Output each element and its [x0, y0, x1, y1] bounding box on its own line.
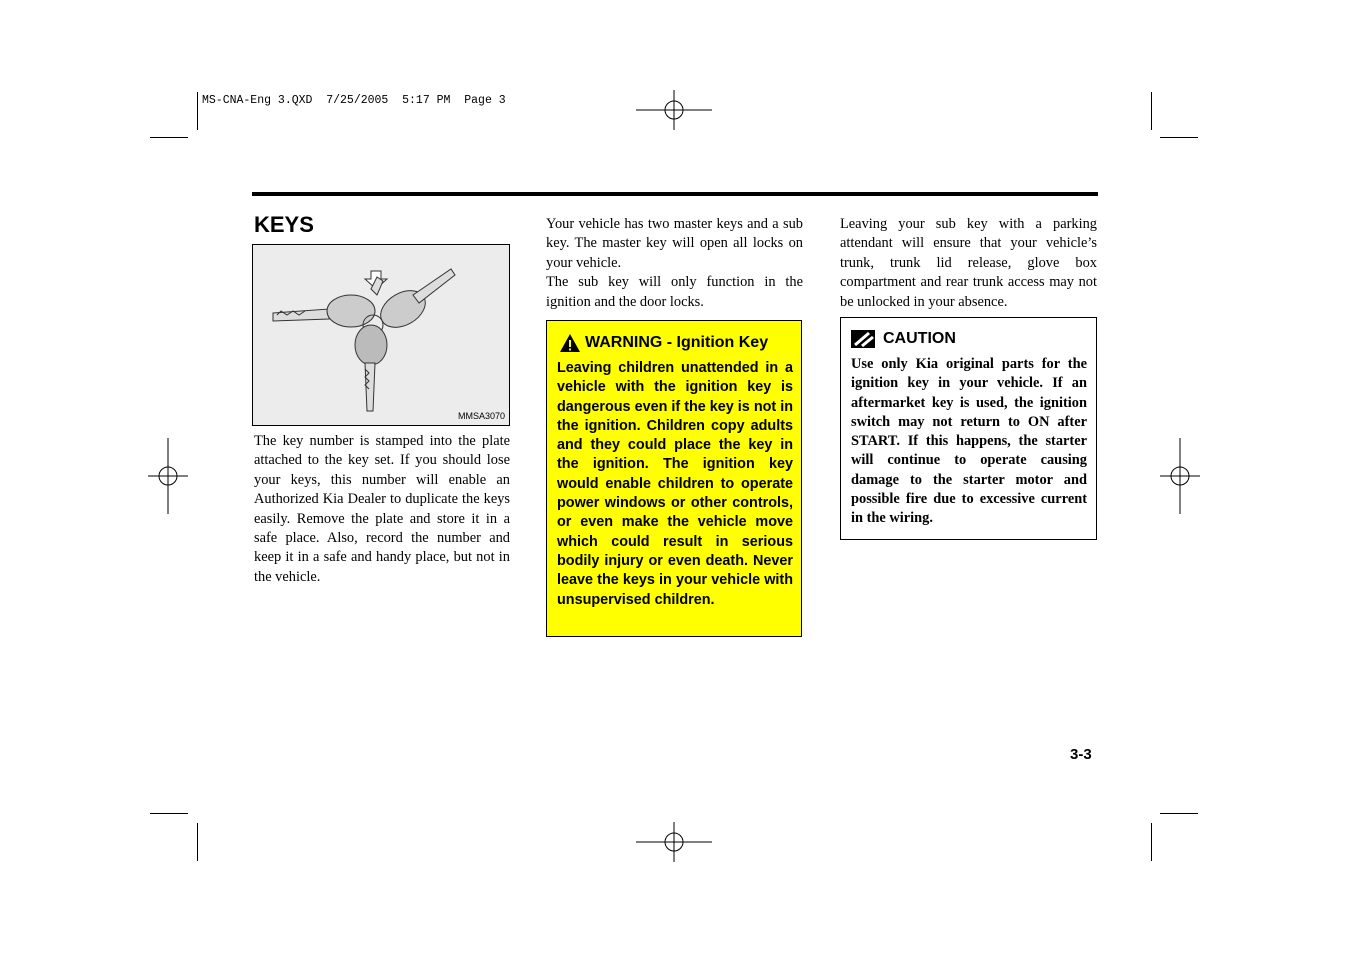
caution-text: Use only Kia original parts for the ignition key in your vehicle. If an aftermarket key is used, the ignition switch may not return to ON after START. If this happens, the starter will continue to operate causing damage to the starter motor and possible fire due to excessive current in the wiring. — [851, 356, 1087, 527]
sub-key-parking-paragraph: Leaving your sub key with a parking attendant will ensure that your vehicle’s trunk, trunk lid release, glove box compartment and rear trunk access may not be unlocked in your absence. — [840, 216, 1097, 310]
caution-title: CAUTION — [883, 330, 956, 347]
key-number-paragraph: The key number is stamped into the plate attached to the key set. If you should lose your keys, this number will enable an Authorized Kia Dealer to duplicate the keys easily. Remove the plate and store it in a safe place. Also, record the number and keep it in a safe and handy place, but not in the vehicle. — [254, 433, 510, 585]
car-keys-icon — [253, 245, 509, 425]
figure-caption: MMSA3070 — [457, 411, 505, 421]
warning-triangle-icon — [559, 333, 581, 353]
warning-title: WARNING - Ignition Key — [585, 334, 769, 351]
caution-header — [851, 330, 956, 348]
section-title: KEYS — [254, 212, 314, 237]
warning-box — [546, 320, 802, 637]
warning-header — [559, 333, 768, 353]
header-rule — [252, 192, 1098, 196]
print-slug: MS-CNA-Eng 3.QXD 7/25/2005 5:17 PM Page 3 — [202, 94, 506, 107]
caution-slash-icon — [851, 330, 875, 348]
warning-text: Leaving children unattended in a vehicle with the ignition key is dangerous even if the key is not in the ignition. Children copy adults and they could place the key in the ignition. The ignition key would enable children to operate power windows or other controls, or even make the vehicle move which could result in serious bodily injury or even death. Never leave the keys in your vehicle with unsupervised children. — [557, 360, 793, 608]
page-number: 3-3 — [1070, 746, 1092, 763]
keys-figure — [252, 244, 510, 426]
master-keys-text — [546, 215, 803, 312]
caution-box — [840, 317, 1097, 540]
master-keys-paragraph: Your vehicle has two master keys and a sub key. The master key will open all locks on your vehicle. — [546, 216, 803, 271]
sub-key-paragraph: The sub key will only function in the ignition and the door locks. — [546, 274, 803, 310]
